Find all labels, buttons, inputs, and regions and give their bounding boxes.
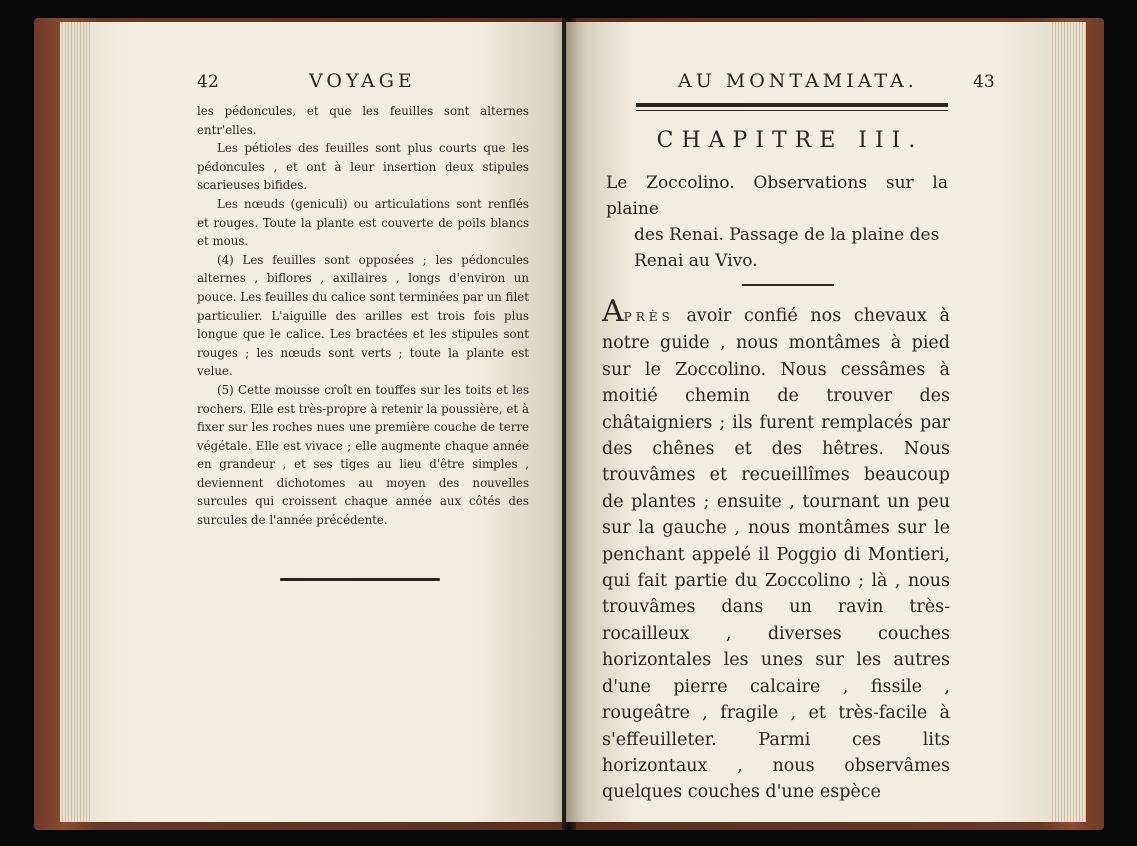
left-page-number: 42 (197, 72, 219, 92)
body-text: avoir confié nos chevaux à notre guide , nous montâmes à pied sur le Zoccolino. Nous cessâmes à moitié chemin de trouver des châtaigniers ; ils furent remplacés par des chênes et des hêtres. Nous trouvâmes et recueillîmes beaucoup de plantes ; ensuite , tournant un peu sur la gauche , nous montâmes sur le penchant appelé il Poggio di Montieri, qui fait partie du Zoccolino ; là , nous trouvâmes dans un ravin très-rocailleux , diverses couches horizontales les unes sur les autres d'une pierre calcaire , fissile , rougeâtre , fragile , et très-facile à s'effeuilleter. Parmi ces lits horizontaux , nous observâmes quelques couches d'une espèce (602, 306, 950, 803)
left-page (90, 22, 572, 822)
left-running-head: VOYAGE (309, 70, 416, 92)
left-paragraph: (4) Les feuilles sont opposées ; les pédoncules alternes , biflores , axillaires , longs d'environ un pouce. Les feuilles du calice sont terminées par un filet particulier. L'aiguille des arilles est trois fois plus longue que le calice. Les bractées et les stipules sont rouges ; les nœuds sont verts ; toute la plante est velue. (197, 252, 529, 379)
right-page (566, 22, 1050, 822)
chapter-title: CHAPITRE III. (656, 128, 924, 153)
right-running-head: AU MONTAMIATA. (678, 70, 918, 92)
small-caps-word: PRÈS (623, 310, 674, 324)
right-page-body (602, 294, 950, 806)
section-rule (742, 284, 834, 286)
ornamental-rule (636, 103, 948, 107)
ornamental-rule-thin (636, 110, 948, 111)
right-page-edges (1046, 22, 1086, 822)
right-page-header (678, 70, 1008, 100)
drop-cap: A (602, 294, 624, 329)
summary-line: Le Zoccolino. Observations sur la plaine (606, 173, 948, 219)
chapter-summary (606, 170, 948, 274)
left-paragraph: les pédoncules, et que les feuilles sont alternes entr'elles. (197, 104, 529, 137)
left-paragraph: (5) Cette mousse croît en touffes sur les toits et les rochers. Elle est très-propre à retenir la poussière, et à fixer sur les roches nues une première couche de terre végétale. Elle est vivace ; elle augmente chaque année en grandeur , et ses tiges au lieu d'être simples , deviennent dichotomes au moyen des nouvelles surcules qui croissent chaque année aux côtés des surcules de l'année précédente. (197, 382, 529, 528)
summary-line: des Renai. Passage de la plaine des (634, 225, 940, 245)
left-end-rule (280, 578, 440, 581)
left-paragraph: Les nœuds (geniculi) ou articulations sont renflés et rouges. Toute la plante est couverte de poils blancs et mous. (197, 196, 529, 249)
left-page-header (197, 70, 527, 100)
left-paragraph: Les pétioles des feuilles sont plus courts que les pédoncules , et ont à leur insertion deux stipules scarieuses bifides. (197, 141, 529, 193)
summary-line: Renai au Vivo. (634, 251, 758, 271)
left-page-body (197, 102, 529, 530)
right-page-number: 43 (973, 72, 995, 92)
